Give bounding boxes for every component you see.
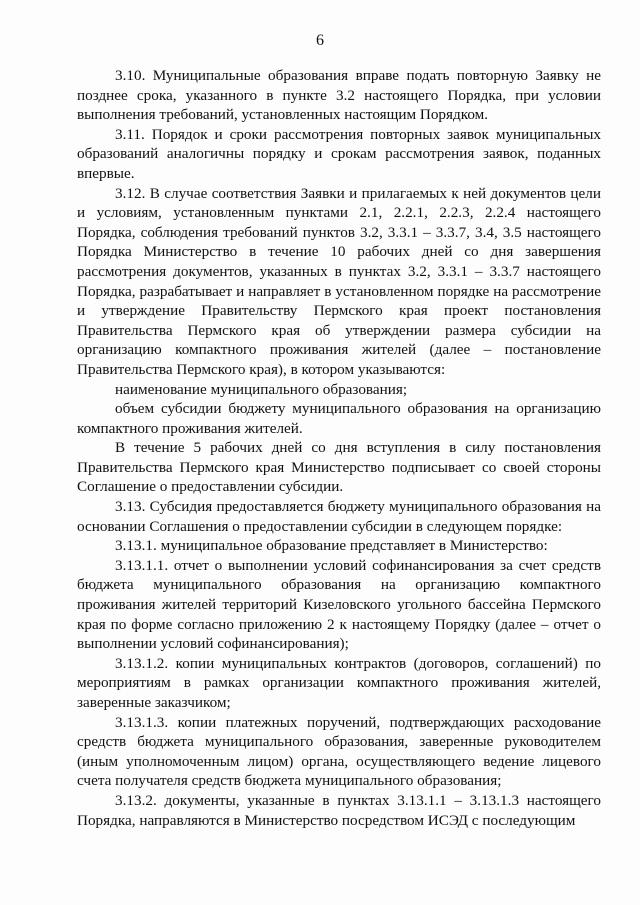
list-item-municipality-name: наименование муниципального образования; — [115, 380, 408, 398]
page-number: 6 — [316, 32, 324, 49]
paragraph-3-13: 3.13. Субсидия предоставляется бюджету муниципального образования на основании Соглашения о предоставлении субсидии в следующем порядке: — [77, 498, 601, 535]
paragraph-3-13-1-2: 3.13.1.2. копии муниципальных контрактов (договоров, соглашений) по мероприятиям в рамках организации компактного проживания жителей, заверенные заказчиком; — [77, 654, 601, 711]
paragraph-3-13-1-3: 3.13.1.3. копии платежных поручений, подтверждающих расходование средств бюджета муниципального образования, заверенные руководителем (иным уполномоченным лицом) органа, осуществляющего ведение лицевого счета получателя средств бюджета муниципального образования; — [77, 713, 601, 790]
document-body — [77, 66, 601, 830]
paragraph-3-13-1: 3.13.1. муниципальное образование представляет в Министерство: — [115, 537, 548, 555]
paragraph-3-10: 3.10. Муниципальные образования вправе подать повторную Заявку не позднее срока, указанного в пункте 3.2 настоящего Порядка, при условии выполнения требований, установленных настоящим Порядком. — [77, 67, 601, 124]
paragraph-agreement-signing: В течение 5 рабочих дней со дня вступления в силу постановления Правительства Пермского края Министерство подписывает со своей стороны Соглашение о предоставлении субсидии. — [77, 439, 601, 496]
paragraph-3-12: 3.12. В случае соответствия Заявки и прилагаемых к ней документов цели и условиям, установленным пунктами 2.1, 2.2.1, 2.2.3, 2.2.4 настоящего Порядка, соблюдения требований пунктов 3.2, 3.3.1 – 3.3.7, 3.4, 3.5 настоящего Порядка Министерство в течение 10 рабочих дней со дня завершения рассмотрения документов, указанных в пунктах 3.2, 3.3.1 – 3.3.7 настоящего Порядка, разрабатывает и направляет в установленном порядке на рассмотрение и утверждение Правительству Пермского края проект постановления Правительства Пермского края об утверждении размера субсидии на организацию компактного проживания жителей (далее – постановление Правительства Пермского края), в котором указываются: — [77, 184, 601, 378]
paragraph-3-13-2: 3.13.2. документы, указанные в пунктах 3.13.1.1 – 3.13.1.3 настоящего Порядка, направляются в Министерство посредством ИСЭД с последующим — [77, 791, 601, 829]
list-item-subsidy-volume: объем субсидии бюджету муниципального образования на организацию компактного проживания жителей. — [77, 400, 601, 437]
paragraph-3-11: 3.11. Порядок и сроки рассмотрения повторных заявок муниципальных образований аналогичны порядку и срокам рассмотрения заявок, поданных впервые. — [77, 125, 601, 182]
paragraph-3-13-1-1: 3.13.1.1. отчет о выполнении условий софинансирования за счет средств бюджета муниципального образования на организацию компактного проживания жителей территорий Кизеловского угольного бассейна Пермского края по форме согласно приложению 2 к настоящему Порядку (далее – отчет о выполнении условий софинансирования); — [77, 556, 601, 653]
